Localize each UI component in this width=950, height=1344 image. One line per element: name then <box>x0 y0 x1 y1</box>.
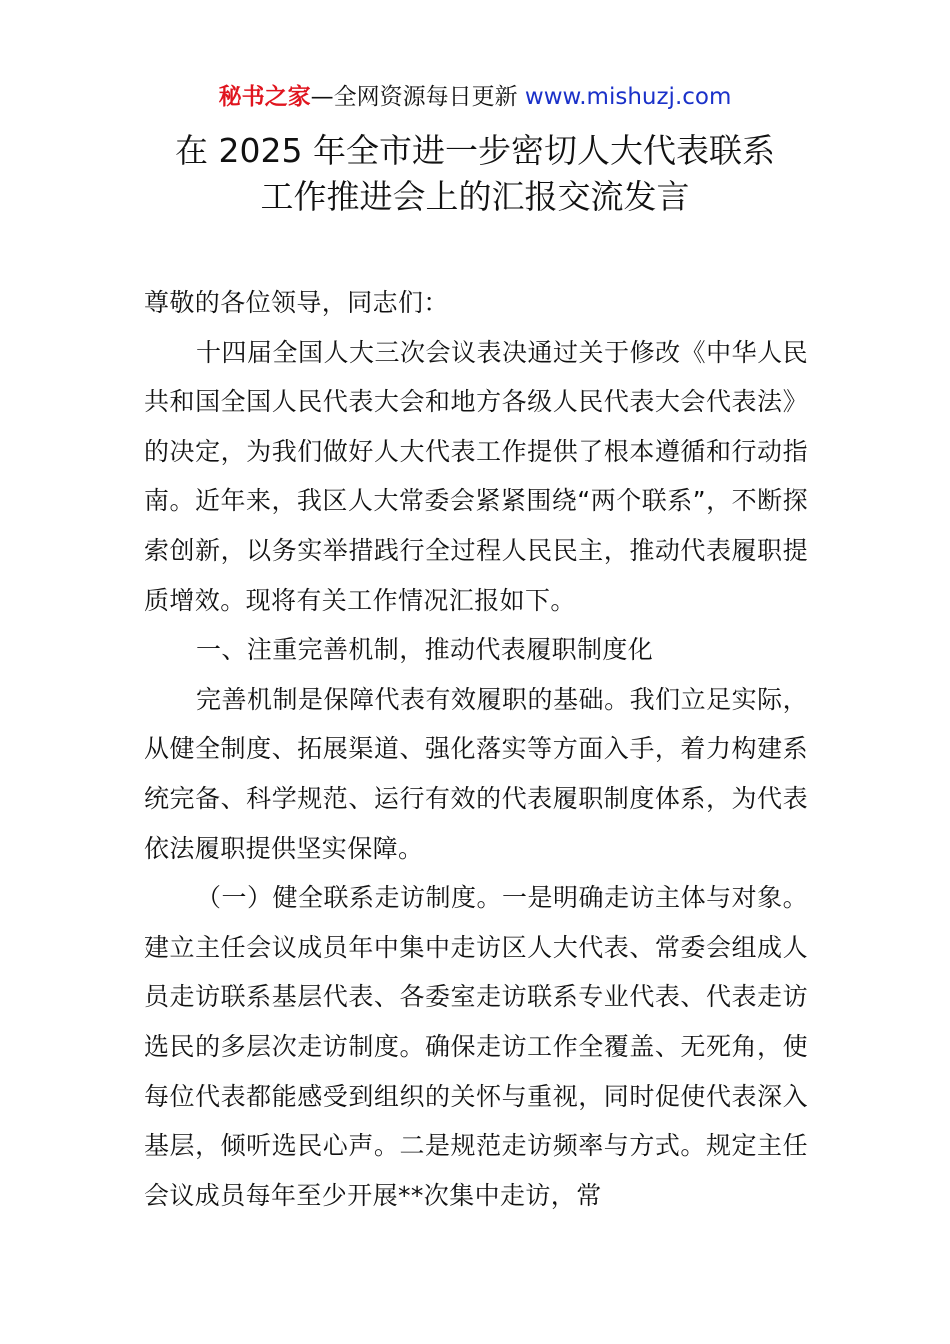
paragraph-visit-system: （一）健全联系走访制度。一是明确走访主体与对象。建立主任会议成员年中集中走访区人大代表、常委会组成人员走访联系基层代表、各委室走访联系专业代表、代表走访选民的多层次走访制度。确保走访工作全覆盖、无死角，使每位代表都能感受到组织的关怀与重视，同时促使代表深入基层，倾听选民心声。二是规范走访频率与方式。规定主任会议成员每年至少开展**次集中走访，常 <box>144 883 808 1210</box>
salutation: 尊敬的各位领导，同志们： <box>144 288 449 317</box>
title-line-2: 工作推进会上的汇报交流发言 <box>260 177 690 216</box>
site-tagline: —全网资源每日更新 <box>310 84 525 110</box>
site-brand: 秘书之家 <box>218 84 311 110</box>
paragraph-mechanism: 完善机制是保障代表有效履职的基础。我们立足实际，从健全制度、拓展渠道、强化落实等方面入手，着力构建系统完备、科学规范、运行有效的代表履职制度体系，为代表依法履职提供坚实保障。 <box>144 684 808 863</box>
site-header <box>0 80 950 114</box>
site-url-link[interactable]: www.mishuzj.com <box>524 84 732 110</box>
title-line-1: 在 2025 年全市进一步密切人大代表联系 <box>175 131 775 170</box>
document-body <box>144 278 808 1220</box>
document-title <box>0 128 950 220</box>
section-heading-1: 一、注重完善机制，推动代表履职制度化 <box>196 635 654 665</box>
paragraph-intro: 十四届全国人大三次会议表决通过关于修改《中华人民共和国全国人民代表大会和地方各级人民代表大会代表法》的决定，为我们做好人大代表工作提供了根本遵循和行动指南。近年来，我区人大常委会紧紧围绕“两个联系”，不断探索创新，以务实举措践行全过程人民民主，推动代表履职提质增效。现将有关工作情况汇报如下。 <box>144 337 808 615</box>
